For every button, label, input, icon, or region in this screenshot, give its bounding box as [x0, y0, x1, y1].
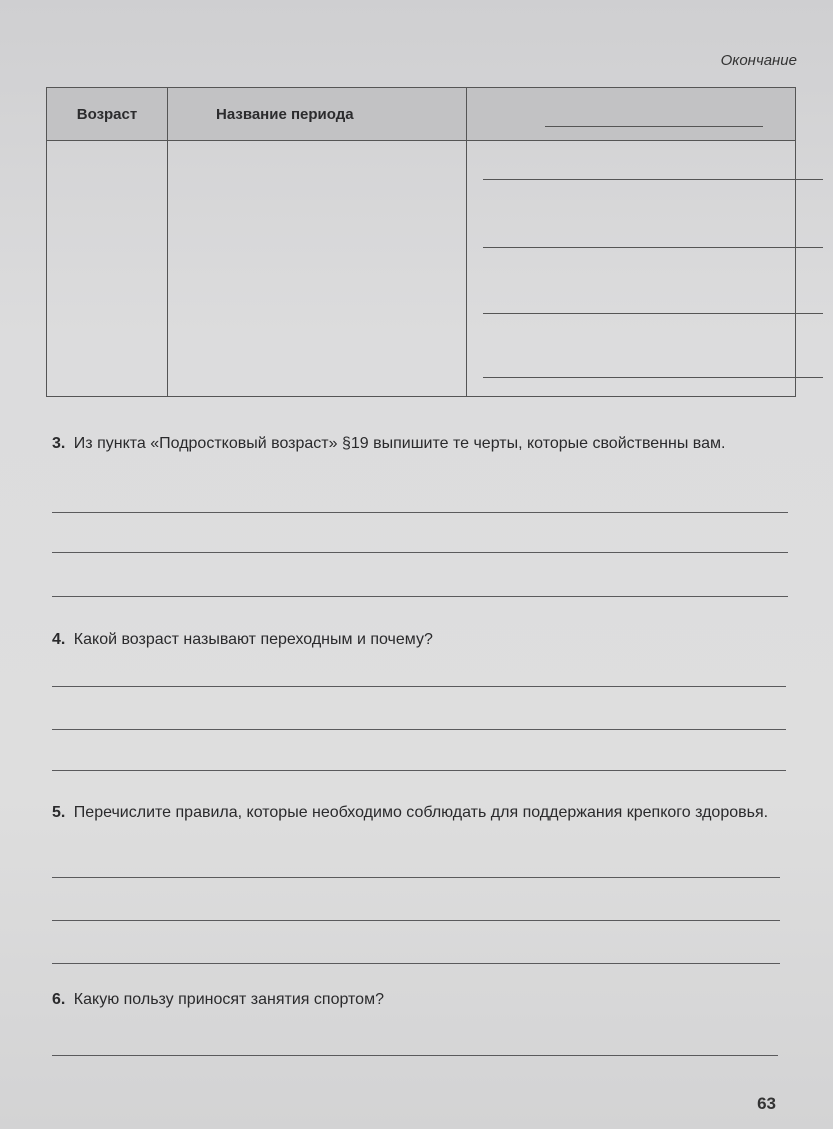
cell-fill-line[interactable] — [483, 377, 823, 378]
answer-line-q4-2[interactable] — [52, 729, 786, 730]
answer-line-q4-3[interactable] — [52, 770, 786, 771]
answer-line-q6-1[interactable] — [52, 1055, 778, 1056]
continuation-label: Окончание — [720, 52, 797, 69]
question-3 — [52, 433, 792, 455]
column-header-age: Возраст — [47, 88, 168, 141]
table-body-row — [47, 141, 796, 397]
answer-line-q4-1[interactable] — [52, 686, 786, 687]
answer-line-q3-1[interactable] — [52, 512, 788, 513]
age-periods-table — [46, 87, 796, 397]
answer-line-q3-2[interactable] — [52, 552, 788, 553]
cell-age[interactable] — [47, 141, 168, 397]
column-header-period-name: Название периода — [168, 88, 467, 141]
question-6 — [52, 989, 792, 1011]
cell-answer[interactable] — [467, 141, 796, 397]
question-3-number: 3. — [52, 435, 66, 452]
cell-fill-line[interactable] — [483, 247, 823, 248]
question-4 — [52, 629, 792, 651]
cell-fill-line[interactable] — [483, 313, 823, 314]
answer-line-q5-2[interactable] — [52, 920, 780, 921]
question-5-number: 5. — [52, 804, 66, 821]
question-5 — [52, 802, 782, 824]
question-6-text: Какую пользу приносят занятия спортом? — [73, 991, 384, 1008]
header-fill-line[interactable] — [545, 126, 763, 127]
question-4-text: Какой возраст называют переходным и почему? — [73, 631, 433, 648]
cell-period-name[interactable] — [168, 141, 467, 397]
answer-line-q5-3[interactable] — [52, 963, 780, 964]
page-number: 63 — [757, 1094, 776, 1113]
column-header-blank[interactable] — [467, 88, 796, 141]
question-5-text: Перечислите правила, которые необходимо соблюдать для поддержания крепкого здоровья. — [73, 804, 769, 821]
question-3-text: Из пункта «Подростковый возраст» §19 выпишите те черты, которые свойственны вам. — [73, 435, 726, 452]
answer-line-q3-3[interactable] — [52, 596, 788, 597]
table-header-row — [47, 88, 796, 141]
question-4-number: 4. — [52, 631, 66, 648]
answer-line-q5-1[interactable] — [52, 877, 780, 878]
cell-fill-line[interactable] — [483, 179, 823, 180]
question-6-number: 6. — [52, 991, 66, 1008]
